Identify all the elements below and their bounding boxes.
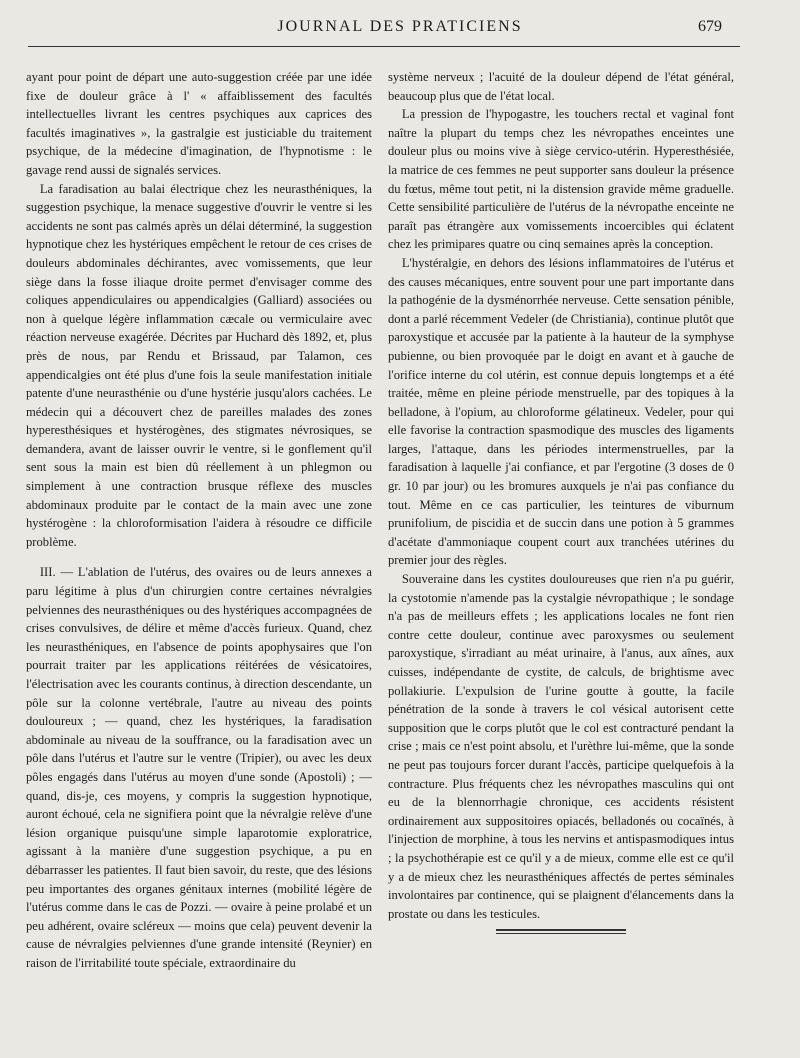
header-rule [28,46,740,47]
paragraph-section-iii: III. — L'ablation de l'utérus, des ovaires ou de leurs annexes a paru légitime à plus d'un chirurgien contre certaines névralgies pelviennes des neurasthéniques ou des hystériques accompagnées de crises convulsives, de délire et même d'accès furieux. Quand, chez les neurasthéniques, en l'absence de points apophysaires que l'on pourrait traiter par les applications réitérées de vésicatoires, l'électrisation avec les courants continus, à direction descendante, un pôle sur la colonne vertébrale, l'autre au niveau des points douloureux ; — quand, chez les hystériques, la faradisation abdominale au niveau de la souffrance, ou la faradisation avec un pôle dans l'utérus et l'autre sur le ventre (Tripier), ou avec les deux pôles engagés dans l'utérus au moyen d'une sonde (Apostoli) ; — quand, dis-je, ces moyens, y compris la suggestion hypnotique, auront échoué, cela ne signifiera point que la névralgie relève d'une lésion organique puisqu'une simple laparotomie exploratrice, agissant à la manière d'une suggestion psychique, a pu en débarrasser les patientes. Il faut bien savoir, du reste, que des lésions peu importantes des organes génitaux internes (mobilité légère de l'utérus comme dans le cas de Pozzi. — ovaire à peine prolabé et un peu adhérent, ovaire scléreux — moins que cela) peuvent devenir la cause de névralgies pelviennes d'une grande intensité (Reynier) en raison de l'irritabilité toute spéciale, extraordinaire du [26,565,372,970]
paragraph: La pression de l'hypogastre, les touchers rectal et vaginal font naître la plupart du temps chez les névropathes enceintes une douleur plus ou moins vive à siège cervico-utérin. Hyperesthésiée, la matrice de ces femmes ne peut supporter sans douleur la présence du fœtus, même tout petit, ni la distension gravide même graduelle. Cette sensibilité particulière de l'utérus de la névropathe enceinte ne paraît pas étrangère aux vomissements incoercibles qui éclatent chez les primipares quatre ou cinq semaines après la conception. [388,107,734,252]
paragraph: système nerveux ; l'acuité de la douleur dépend de l'état général, beaucoup plus que de l'état local. [388,70,734,103]
running-title: JOURNAL DES PRATICIENS [277,18,523,35]
paragraph: Souveraine dans les cystites douloureuses que rien n'a pu guérir, la cystotomie n'amende pas la cystalgie névropathique ; le sondage n'a pas de meilleurs effets ; les applications locales ne font rien contre cette douleur, continue avec paroxysmes ou seulement paroxystique, s'irradiant au méat urinaire, à l'anus, aux aînes, aux cuisses, indépendante de cystite, de calculs, de brightisme avec pollakiurie. L'expulsion de l'urine goutte à goutte, la facile pénétration de la sonde à travers le col vésical autorisent cette supposition que le corps plutôt que le col est contracturé pendant la crise ; mais ce n'est point absolu, et l'urèthre lui-même, que la sonde ne peut pas toujours forcer durant l'accès, participe quelquefois à la contracture. Plus fréquents chez les névropathes masculins qui ont eu de la blennorrhagie chronique, ces accidents résistent ordinairement aux suppositoires opiacés, belladonés ou cocaïnés, à l'injection de morphine, à tous les nervins et antispasmodiques intus ; la psychothérapie est ce qu'il y a de mieux, comme elle est ce qu'il y a de mieux chez les neurasthéniques affectés de pertes séminales involontaires par continence, qui se plaignent d'élancements dans la prostate ou dans les testicules. [388,572,734,921]
end-rule-thin [496,933,626,934]
paragraph: L'hystéralgie, en dehors des lésions inflammatoires de l'utérus et des causes mécaniques, entre souvent pour une part importante dans la pathogénie de la dysménorrhée nerveuse. Cette sensation pénible, dont a parlé récemment Vedeler (de Christiania), continue plutôt que paroxystique et accusée par la patiente à la hauteur de la symphyse pubienne, ou bien provoquée par le doigt en avant et à gauche de l'orifice interne du col utérin, est connue depuis longtemps et a été traitée, même en pleine période menstruelle, par des topiques à la belladone, à l'opium, au chloroforme gélatineux. Vedeler, pour qui elle favorise la contraction spasmodique des muscles des ligaments larges, l'attaque, dans les périodes intermenstruelles, par la faradisation à laquelle j'ai confiance, et par l'ergotine (3 doses de 0 gr. 10 par jour) ou les bromures auxquels je n'ai pas confiance du tout. Même en ce cas particulier, les teintures de viburnum prunifolium, de piscidia et de succin dans une potion à 5 grammes d'acétate d'ammoniaque coupent court aux tranchées utérines du premier jour des règles. [388,255,734,568]
end-rule [496,929,626,931]
left-column [26,68,372,973]
right-column [388,68,734,934]
page-number: 679 [698,18,722,35]
page-header [0,18,800,40]
paragraph: La faradisation au balai électrique chez les neurasthéniques, la suggestion psychique, la menace suggestive d'ouvrir le ventre si les accidents ne sont pas calmés après un délai déterminé, la suggestion hypnotique chez les hystériques empêchent le retour de ces crises de douleurs abdominales déchirantes, avec vomissements, que leur siège dans la fosse iliaque droite permet d'envisager comme des coliques appendiculaires ou appendicalgies (Galliard) associées ou non à quelque légère inflammation cæcale ou vermiculaire avec réaction nerveuse exagérée. Décrites par Huchard dès 1892, et, plus près de nous, par Rendu et Brissaud, par Talamon, ces appendicalgies ont été plus d'une fois la seule manifestation initiale patente d'une neurasthénie ou d'une hystérie jusqu'alors cachées. Le médecin qui a découvert chez de pareilles malades des zones hyperesthésiques et hystérogènes, des stigmates névrosiques, se demandera, avant de laisser ouvrir le ventre, si le gonflement qu'il sent sous la main est bien dû réellement à un phlegmon ou simplement à une contraction brusque réflexe des muscles abdominaux produite par le contact de la main avec une zone hystérogène : la chloroformisation l'aidera à résoudre ce difficile problème. [26,181,372,549]
paragraph: ayant pour point de départ une auto-suggestion créée par une idée fixe de douleur grâce à l' « affaiblissement des facultés intellectuelles livrant les centres psychiques aux caprices des facultés imaginatives », la gastralgie est justiciable du traitement psychique, de la médecine d'imagination, de l'hypnotisme : le gavage rend aussi de signalés services. [26,70,372,177]
